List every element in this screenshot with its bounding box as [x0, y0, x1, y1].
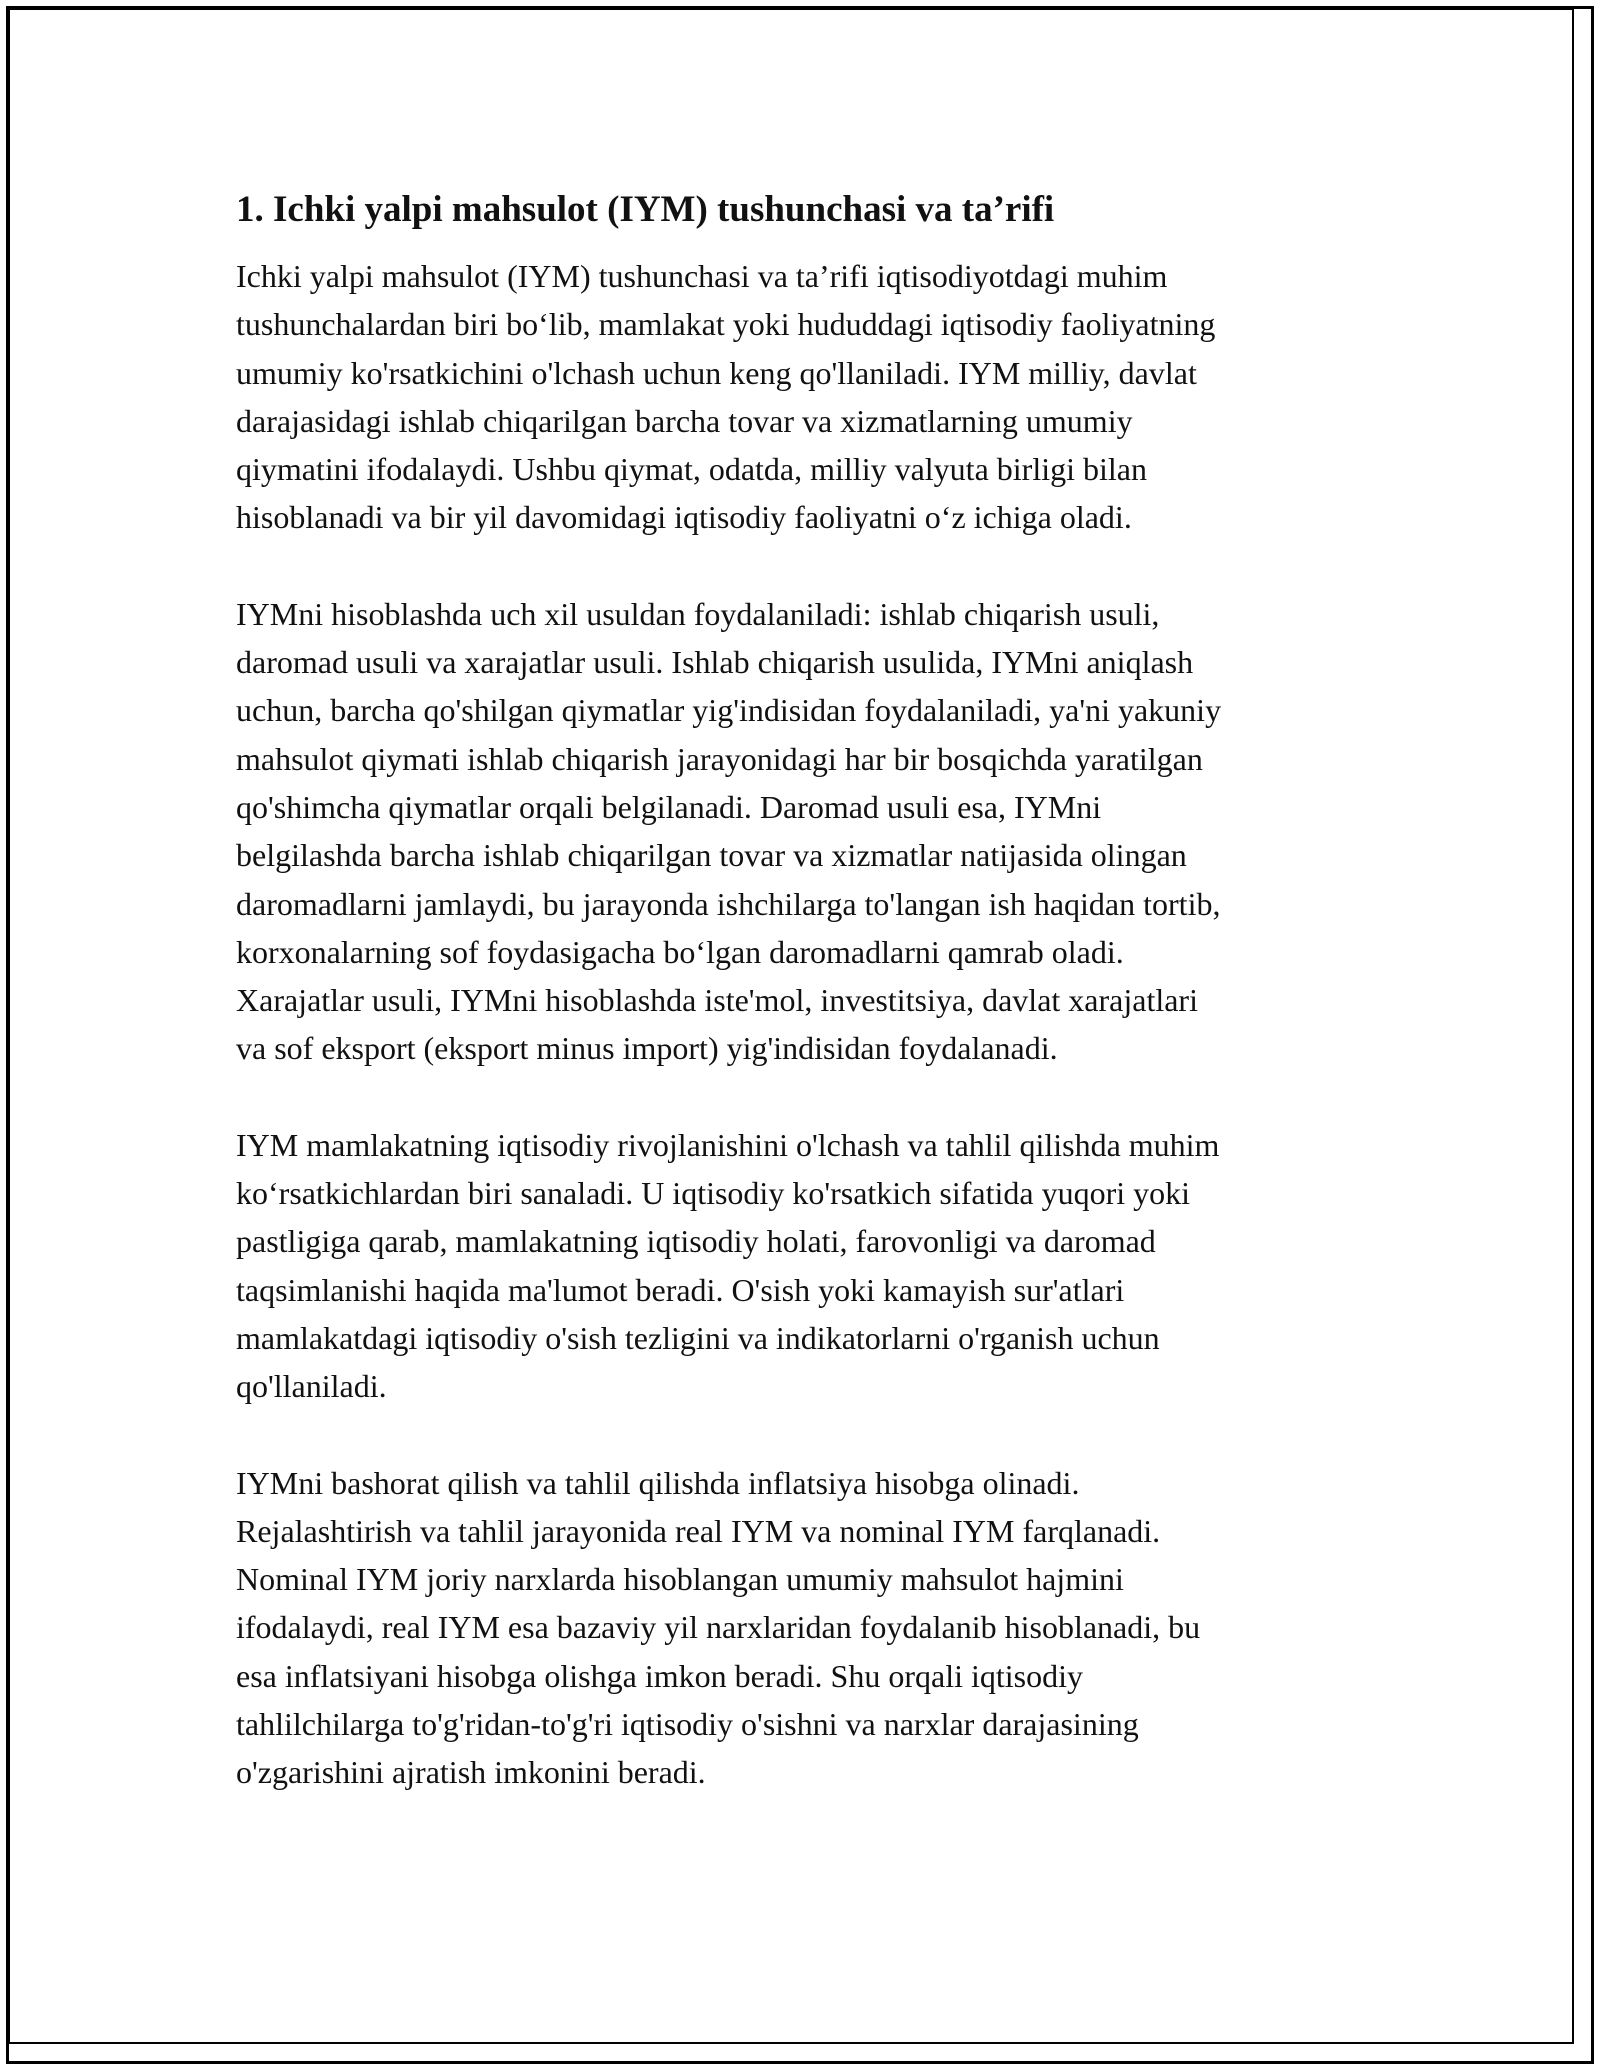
paragraph-line: uchun, barcha qo'shilgan qiymatlar yig'indisidan foydalaniladi, ya'ni yakuniy [236, 692, 1222, 729]
paragraph-line: IYM mamlakatning iqtisodiy rivojlanishini o'lchash va tahlil qilishda muhim [236, 1126, 1220, 1163]
paragraph-line: IYMni hisoblashda uch xil usuldan foydalaniladi: ishlab chiqarish usuli, [236, 595, 1160, 632]
paragraph-line: hisoblanadi va bir yil davomidagi iqtisodiy faoliyatni o‘z ichiga oladi. [236, 499, 1132, 536]
paragraph-line: tahlilchilarga to'g'ridan-to'g'ri iqtisodiy o'sishni va narxlar darajasining [236, 1706, 1139, 1743]
paragraph-1 [236, 252, 1366, 542]
paragraph-line: Ichki yalpi mahsulot (IYM) tushunchasi va ta’rifi iqtisodiyotdagi muhim [236, 258, 1168, 294]
paragraph-line: esa inflatsiyani hisobga olishga imkon beradi. Shu orqali iqtisodiy [236, 1657, 1083, 1694]
paragraph-line: umumiy ko'rsatkichini o'lchash uchun keng qo'llaniladi. IYM milliy, davlat [236, 354, 1197, 391]
paragraph-line: qiymatini ifodalaydi. Ushbu qiymat, odatda, milliy valyuta birligi bilan [236, 451, 1147, 488]
paragraph-line: mamlakatdagi iqtisodiy o'sish tezligini va indikatorlarni o'rganish uchun [236, 1319, 1160, 1356]
paragraph-line: Xarajatlar usuli, IYMni hisoblashda iste'mol, investitsiya, davlat xarajatlari [236, 982, 1198, 1019]
paragraph-line: va sof eksport (eksport minus import) yig'indisidan foydalanadi. [236, 1030, 1058, 1067]
paragraph-line: qo'shimcha qiymatlar orqali belgilanadi. Daromad usuli esa, IYMni [236, 788, 1102, 825]
paragraphs-container [236, 252, 1366, 1797]
paragraph-line: o'zgarishini ajratish imkonini beradi. [236, 1754, 706, 1791]
document-body [236, 186, 1366, 1845]
paragraph-line: tushunchalardan biri bo‘lib, mamlakat yoki hududdagi iqtisodiy faoliyatning [236, 306, 1216, 343]
paragraph-line: belgilashda barcha ishlab chiqarilgan tovar va xizmatlar natijasida olingan [236, 837, 1187, 874]
paragraph-line: ifodalaydi, real IYM esa bazaviy yil narxlaridan foydalanib hisoblanadi, bu [236, 1609, 1201, 1646]
paragraph-line: ko‘rsatkichlardan biri sanaladi. U iqtisodiy ko'rsatkich sifatida yuqori yoki [236, 1175, 1190, 1212]
paragraph-line: mahsulot qiymati ishlab chiqarish jarayonidagi har bir bosqichda yaratilgan [236, 740, 1203, 777]
paragraph-line: Nominal IYM joriy narxlarda hisoblangan umumiy mahsulot hajmini [236, 1561, 1124, 1598]
paragraph-line: IYMni bashorat qilish va tahlil qilishda inflatsiya hisobga olinadi. [236, 1464, 1080, 1501]
paragraph-line: taqsimlanishi haqida ma'lumot beradi. O'sish yoki kamayish sur'atlari [236, 1271, 1125, 1308]
section-heading: 1. Ichki yalpi mahsulot (IYM) tushunchasi va ta’rifi [236, 189, 1055, 230]
paragraph-line: daromad usuli va xarajatlar usuli. Ishlab chiqarish usulida, IYMni aniqlash [236, 644, 1194, 681]
paragraph-line: qo'llaniladi. [236, 1368, 387, 1405]
paragraph-2 [236, 590, 1366, 1073]
paragraph-4 [236, 1459, 1366, 1797]
paragraph-line: korxonalarning sof foydasigacha bo‘lgan daromadlarni qamrab oladi. [236, 933, 1124, 970]
paragraph-line: darajasidagi ishlab chiqarilgan barcha tovar va xizmatlarning umumiy [236, 402, 1133, 439]
paragraph-3 [236, 1121, 1366, 1411]
paragraph-line: pastligiga qarab, mamlakatning iqtisodiy holati, farovonligi va daromad [236, 1223, 1156, 1260]
paragraph-line: daromadlarni jamlaydi, bu jarayonda ishchilarga to'langan ish haqidan tortib, [236, 885, 1221, 922]
paragraph-line: Rejalashtirish va tahlil jarayonida real IYM va nominal IYM farqlanadi. [236, 1512, 1161, 1549]
